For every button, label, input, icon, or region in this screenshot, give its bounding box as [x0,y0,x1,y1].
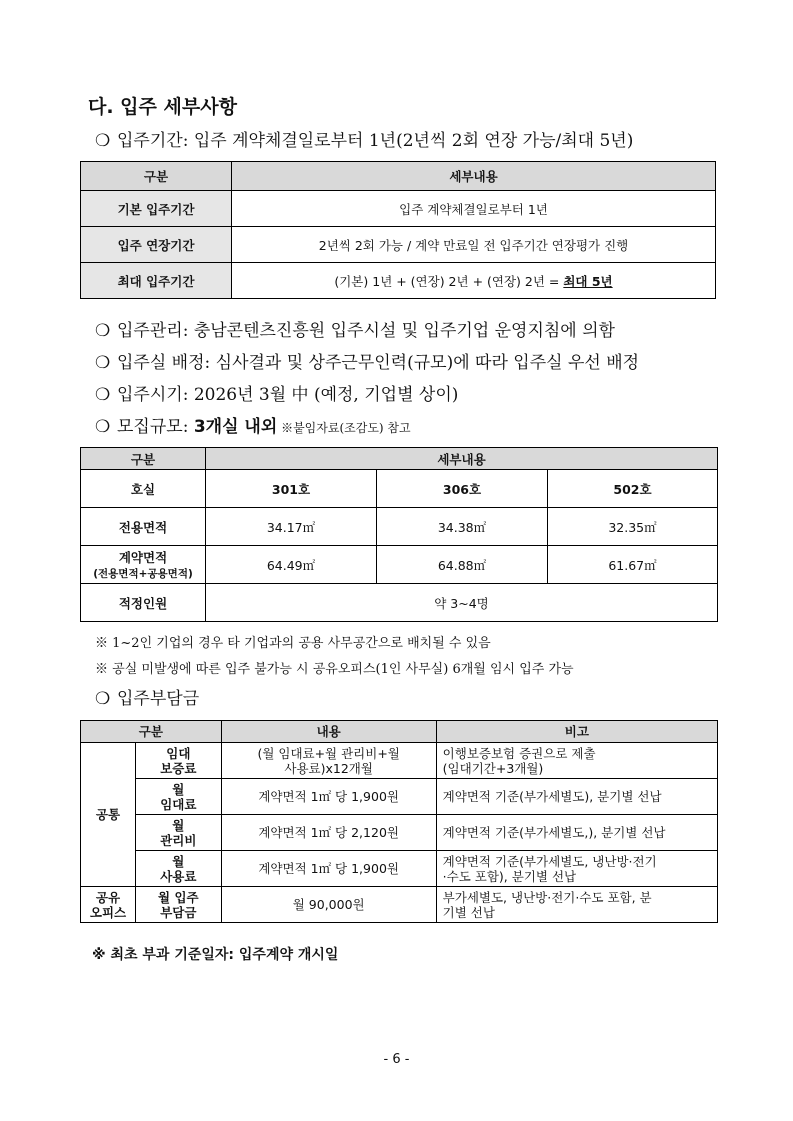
table1-header-category: 구분 [81,162,232,191]
fee-item: 월 관리비 [136,815,222,851]
bullet-fees: ❍ 입주부담금 [95,689,200,709]
table2-header-detail: 세부내용 [206,448,718,470]
people-value: 약 3~4명 [206,584,718,622]
area-value: 34.17㎡ [206,508,377,546]
area-value: 32.35㎡ [548,508,718,546]
fee-note: 계약면적 기준(부가세별도, 냉난방·전기 ·수도 포함), 분기별 선납 [436,851,717,887]
note-temporary-office: ※ 공실 미발생에 따른 입주 불가능 시 공유오피스(1인 사무실) 6개월 임시 입주 가능 [95,662,574,677]
fee-note: 계약면적 기준(부가세별도,), 분기별 선납 [436,815,717,851]
contract-area-label: 계약면적 (전용면적+공용면적) [81,546,206,584]
area-label: 전용면적 [81,508,206,546]
bullet-management: ❍ 입주관리: 충남콘텐츠진흥원 입주시설 및 입주기업 운영지침에 의함 [95,321,615,341]
page-number: - 6 - [383,1052,410,1067]
room-306: 306호 [377,470,548,508]
bullet-room-assignment: ❍ 입주실 배정: 심사결과 및 상주근무인력(규모)에 따라 입주실 우선 배정 [95,353,640,373]
shared-fee-item: 월 입주 부담금 [136,887,222,923]
contract-value: 64.88㎡ [377,546,548,584]
room-label: 호실 [81,470,206,508]
area-value: 34.38㎡ [377,508,548,546]
note-shared-space: ※ 1~2인 기업의 경우 타 기업과의 공용 사무공간으로 배치될 수 있음 [95,636,491,651]
fee-item: 월 사용료 [136,851,222,887]
bullet-icon: ❍ [95,321,111,341]
people-label: 적정인원 [81,584,206,622]
table1-row-label: 최대 입주기간 [81,263,232,299]
section-heading: 다. 입주 세부사항 [88,96,237,118]
fee-item: 임대 보증료 [136,743,222,779]
bullet-icon: ❍ [95,385,111,405]
table1-row-value: 2년씩 2회 가능 / 계약 만료일 전 입주기간 연장평가 진행 [232,227,716,263]
shared-office-label: 공유 오피스 [81,887,136,923]
table1-row-label: 입주 연장기간 [81,227,232,263]
table2-header-category: 구분 [81,448,206,470]
bullet-icon: ❍ [95,689,111,709]
bullet-move-in-time: ❍ 입주시기: 2026년 3월 中 (예정, 기업별 상이) [95,385,459,405]
fee-content: 계약면적 1㎡ 당 1,900원 [221,779,436,815]
table1-header-detail: 세부내용 [232,162,716,191]
fees-table [80,720,718,923]
room-table [80,447,718,622]
fee-content: 계약면적 1㎡ 당 2,120원 [221,815,436,851]
move-in-period-table [80,161,716,299]
bullet-move-in-period: ❍ 입주기간: 입주 계약체결일로부터 1년(2년씩 2회 연장 가능/최대 5년) [95,131,634,151]
fee-item: 월 임대료 [136,779,222,815]
fee-content: (월 임대료+월 관리비+월 사용료)x12개월 [221,743,436,779]
fee-note: 이행보증보험 증권으로 제출 (임대기간+3개월) [436,743,717,779]
bullet-icon: ❍ [95,353,111,373]
table3-header-note: 비고 [436,721,717,743]
contract-value: 64.49㎡ [206,546,377,584]
contract-value: 61.67㎡ [548,546,718,584]
max-period-highlight: 최대 5년 [563,273,613,289]
fee-content: 계약면적 1㎡ 당 1,900원 [221,851,436,887]
billing-start-note: ※ 최초 부과 기준일자: 입주계약 개시일 [92,947,339,963]
fee-note: 계약면적 기준(부가세별도), 분기별 선납 [436,779,717,815]
shared-fee-note: 부가세별도, 냉난방·전기·수도 포함, 분 기별 선납 [436,887,717,923]
table3-header-category: 구분 [81,721,222,743]
table1-row-value: 입주 계약체결일로부터 1년 [232,191,716,227]
bullet-icon: ❍ [95,417,111,437]
table1-row-label: 기본 입주기간 [81,191,232,227]
room-301: 301호 [206,470,377,508]
shared-fee-content: 월 90,000원 [221,887,436,923]
bullet-recruit-scale: ❍ 모집규모: 3개실 내외 ※붙임자료(조감도) 참고 [95,417,411,437]
common-label: 공통 [81,743,136,887]
table1-row-value: (기본) 1년 + (연장) 2년 + (연장) 2년 = 최대 5년 [232,263,716,299]
bullet-icon: ❍ [95,131,111,151]
room-502: 502호 [548,470,718,508]
table3-header-content: 내용 [221,721,436,743]
